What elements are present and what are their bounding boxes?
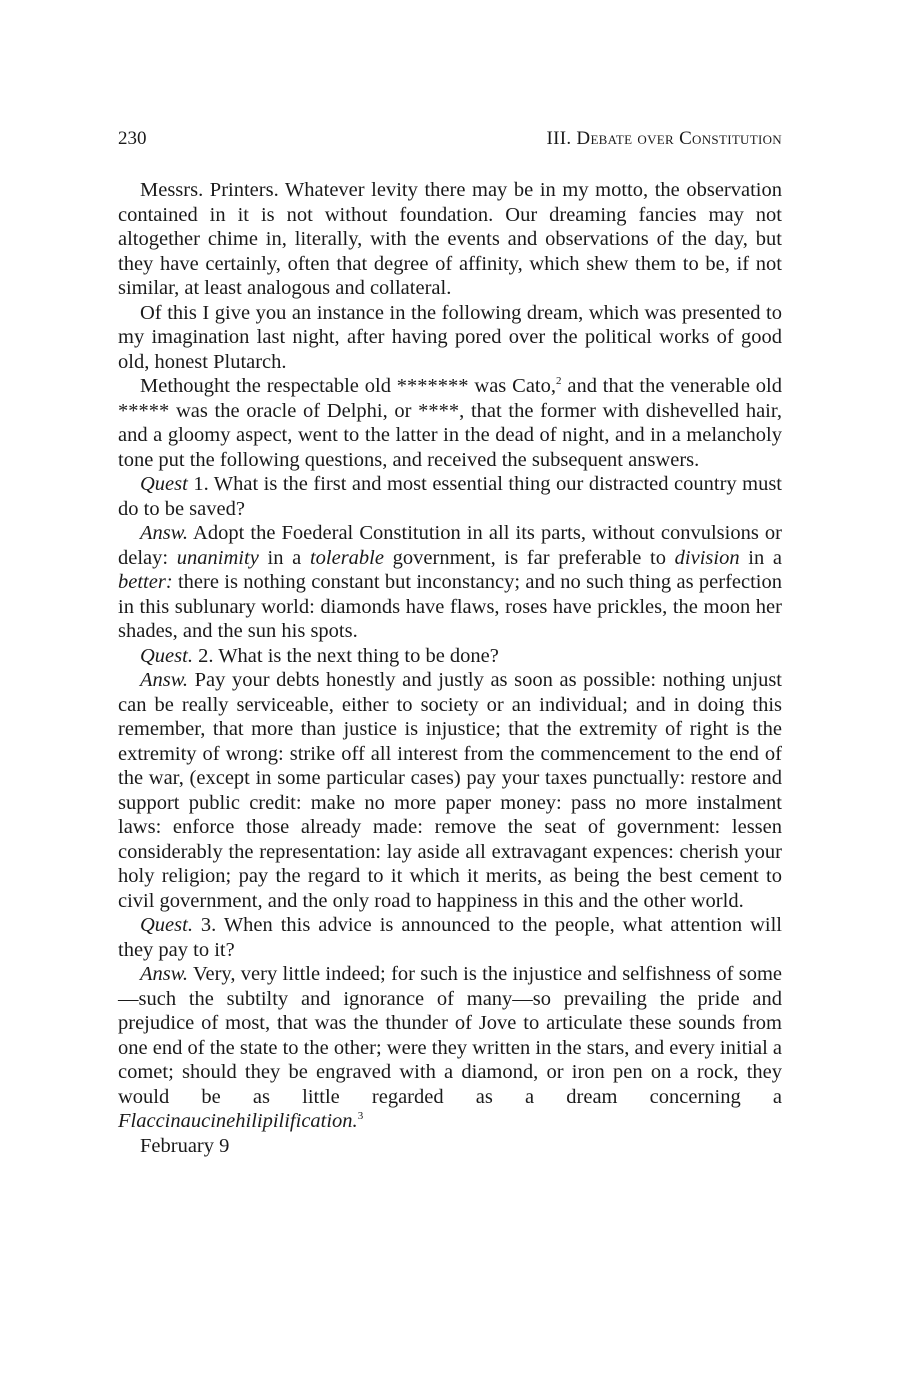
answer-text: in a — [739, 546, 783, 569]
emphasis: tolerable — [309, 546, 384, 569]
running-title: III. Debate over Constitution — [546, 128, 782, 149]
running-head — [118, 128, 782, 150]
answer-text: Very, very little indeed; for such is the injustice and selfishness of some—such the subtilty and ignorance of many—so prevailing the pride and prejudice of most, that was the thunder of Jove to articulate these sounds from one end of the state to the other; were they written in the stars, and every initial a comet; should they be engraved with a diamond, or iron pen on a rock, they would be as little regarded as a dream concerning a — [118, 963, 782, 1108]
footnote-marker: 2 — [556, 375, 562, 388]
question-3 — [118, 913, 782, 962]
paragraph-text: and that the venerable old ***** was the oracle of Delphi, or ****, that the former with dishevelled hair, and a gloomy aspect, went to the latter in the dead of night, and in a melancholy tone put the following questions, and received the subsequent answers. — [118, 375, 783, 471]
dateline — [118, 1134, 782, 1159]
answer-text: Pay your debts honestly and justly as soon as possible: nothing unjust can be really serviceable, either to society or an individual; and in doing this remember, that more than justice is injustice; that the extremity of right is the extremity of wrong: strike off all interest from the commencement to the end of the war, (except in some particular cases) pay your taxes punctually: restore and support public credit: make no more paper money: pass no more instalment laws: enforce those already made: remove the seat of government: lessen considerably the representation: lay aside all extravagant expences: cherish your holy religion; pay the regard to it which it merits, as being the best cement to civil government, and the only road to happiness in this and the other world. — [118, 669, 782, 912]
paragraph-dream-intro — [118, 301, 782, 375]
footnote-marker: 3 — [357, 1110, 364, 1123]
answer-2 — [118, 668, 782, 913]
answer-text: in a — [258, 546, 310, 569]
question-1 — [118, 472, 782, 521]
answer-3 — [118, 962, 782, 1134]
body-text — [118, 178, 782, 1158]
answer-text: Adopt the Foederal Constitution in all its parts, without convulsions or delay: — [118, 522, 782, 569]
question-text: 2. What is the next thing to be done? — [192, 644, 499, 667]
page-number: 230 — [118, 128, 147, 149]
answer-1 — [118, 521, 782, 644]
dateline-text: February 9 — [140, 1134, 230, 1157]
answer-label: Answ. — [140, 669, 189, 691]
question-label: Quest. — [140, 644, 193, 667]
question-text: 3. When this advice is announced to the people, what attention will they pay to it? — [118, 914, 782, 961]
question-text: 1. What is the first and most essential thing our distracted country must do to be saved? — [118, 473, 782, 520]
paragraph-methought — [118, 374, 782, 472]
answer-text: there is nothing constant but inconstancy; and no such thing as perfection in this sublunary world: diamonds have flaws, roses have prickles, the moon her shades, and the sun his spots. — [118, 571, 782, 642]
answer-label: Answ. — [140, 522, 189, 544]
paragraph-text: Of this I give you an instance in the following dream, which was presented to my imagination last night, after having pored over the political works of good old, honest Plutarch. — [118, 301, 782, 373]
emphasis: better: — [118, 571, 173, 593]
question-2 — [118, 644, 782, 669]
emphasis: division — [674, 546, 740, 569]
paragraph-text: Messrs. Printers. Whatever levity there may be in my motto, the observation contained in it is not without foundation. Our dreaming fancies may not altogether chime in, literally, with the events and observations of the day, but they have certainly, often that degree of affinity, which shew them to be, if not similar, at least analogous and collateral. — [118, 179, 782, 299]
paragraph-text: Methought the respectable old ******* was Cato, — [140, 375, 556, 397]
answer-text: government, is far preferable to — [383, 546, 675, 569]
question-label: Quest — [140, 473, 188, 495]
paragraph-intro — [118, 178, 782, 301]
answer-label: Answ. — [140, 963, 189, 985]
question-label: Quest. — [140, 914, 193, 936]
emphasis: unanimity — [176, 546, 259, 569]
emphasis: Flaccinaucinehilipilification. — [118, 1110, 358, 1132]
